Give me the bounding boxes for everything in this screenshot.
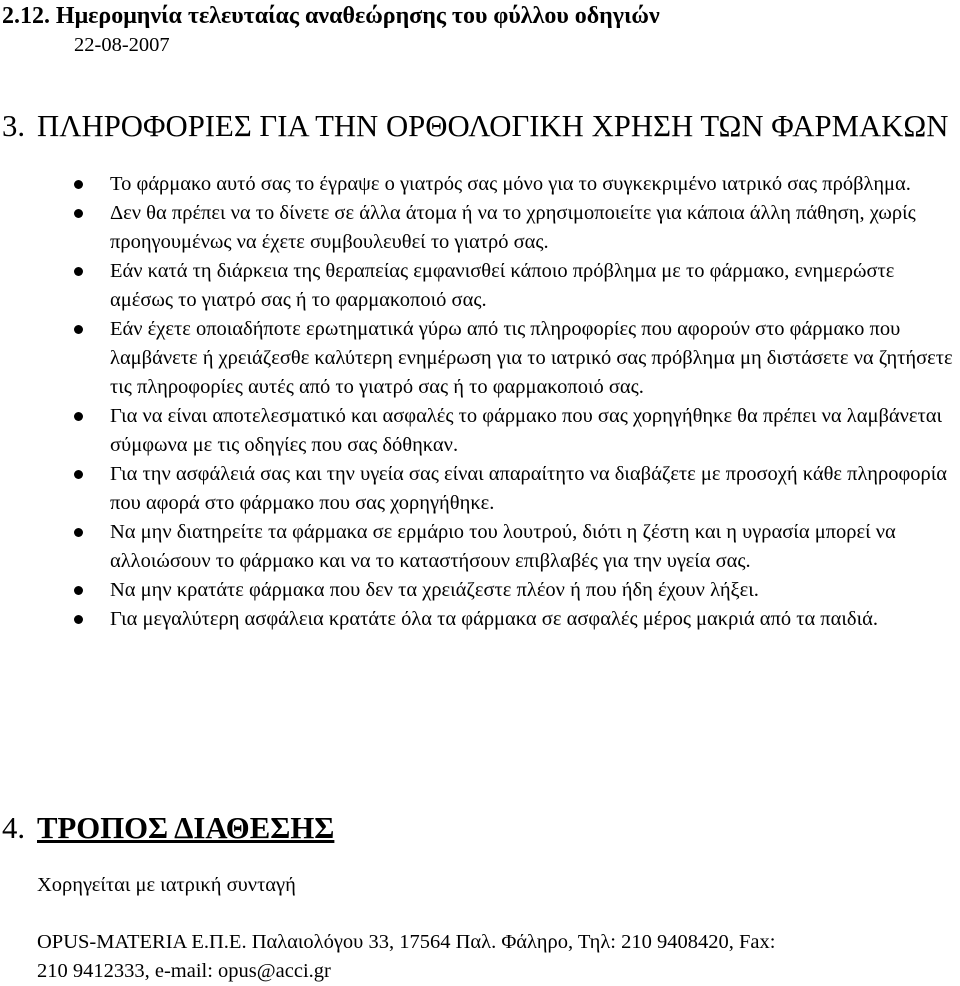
bullet-icon xyxy=(74,267,83,276)
section-heading-rational-use xyxy=(2,109,949,143)
list-item xyxy=(0,518,955,576)
rational-use-bullet-list xyxy=(0,170,960,634)
prescription-status: Χορηγείται με ιατρική συνταγή xyxy=(37,874,296,896)
revision-date: 22-08-2007 xyxy=(74,34,170,56)
list-item xyxy=(0,170,955,199)
list-item-text: Να μην διατηρείτε τα φάρμακα σε ερμάριο του λουτρού, διότι η ζέστη και η υγρασία μπορεί να αλλοιώσουν το φάρμακο και να το καταστήσουν επιβλαβές για την υγεία σας. xyxy=(110,521,896,572)
list-item-text: Για να είναι αποτελεσματικό και ασφαλές το φάρμακο που σας χορηγήθηκε θα πρέπει να λαμβάνεται σύμφωνα με τις οδηγίες που σας δόθηκαν. xyxy=(110,405,942,456)
list-item-text: Για την ασφάλειά σας και την υγεία σας είναι απαραίτητο να διαβάζετε με προσοχή κάθε πληροφορία που αφορά στο φάρμακο που σας χορηγήθηκε. xyxy=(110,463,948,514)
bullet-icon xyxy=(74,180,83,189)
company-contact-line-2: 210 9412333, e-mail: opus@acci.gr xyxy=(37,960,331,982)
section-title: ΤΡΟΠΟΣ ΔΙΑΘΕΣΗΣ xyxy=(37,811,335,845)
section-number: 3. xyxy=(2,109,26,143)
list-item-text: Εάν έχετε οποιαδήποτε ερωτηματικά γύρω από τις πληροφορίες που αφορούν στο φάρμακο που λαμβάνετε ή χρειάζεσθε καλύτερη ενημέρωση για το ιατρικό σας πρόβλημα μη διστάσετε να ζητήσετε τις πληροφορίες αυτές από το γιατρό σας ή το φαρμακοποιό σας. xyxy=(110,318,953,398)
list-item xyxy=(0,576,955,605)
company-contact xyxy=(37,928,957,986)
bullet-icon xyxy=(74,586,83,595)
list-item-text: Εάν κατά τη διάρκεια της θεραπείας εμφανισθεί κάποιο πρόβλημα με το φάρμακο, ενημερώστε αμέσως το γιατρό σας ή το φαρμακοποιό σας. xyxy=(110,260,895,311)
list-item-text: Να μην κρατάτε φάρμακα που δεν τα χρειάζεστε πλέον ή που ήδη έχουν λήξει. xyxy=(110,579,759,601)
list-item-text: Για μεγαλύτερη ασφάλεια κρατάτε όλα τα φάρμακα σε ασφαλές μέρος μακριά από τα παιδιά. xyxy=(110,608,878,630)
bullet-icon xyxy=(74,209,83,218)
bullet-icon xyxy=(74,470,83,479)
list-item xyxy=(0,460,955,518)
list-item xyxy=(0,257,955,315)
list-item xyxy=(0,605,955,634)
bullet-icon xyxy=(74,325,83,334)
section-number: 4. xyxy=(2,811,26,845)
bullet-icon xyxy=(74,615,83,624)
list-item-text: Δεν θα πρέπει να το δίνετε σε άλλα άτομα ή να το χρησιμοποιείτε για κάποια άλλη πάθηση, χωρίς προηγουμένως να έχετε συμβουλευθεί το γιατρό σας. xyxy=(110,202,916,253)
section-heading-revision-date: 2.12. Ημερομηνία τελευταίας αναθεώρησης του φύλλου οδηγιών xyxy=(2,3,660,29)
list-item xyxy=(0,315,955,402)
list-item xyxy=(0,402,955,460)
bullet-icon xyxy=(74,528,83,537)
list-item-text: Το φάρμακο αυτό σας το έγραψε ο γιατρός σας μόνο για το συγκεκριμένο ιατρικό σας πρόβλημα. xyxy=(110,173,911,195)
list-item xyxy=(0,199,955,257)
bullet-icon xyxy=(74,412,83,421)
section-heading-disposal xyxy=(2,811,335,845)
company-contact-line-1: OPUS-MATERIA Ε.Π.Ε. Παλαιολόγου 33, 17564 Παλ. Φάληρο, Τηλ: 210 9408420, Fax: xyxy=(37,931,776,953)
section-title: ΠΛΗΡΟΦΟΡΙΕΣ ΓΙΑ ΤΗΝ ΟΡΘΟΛΟΓΙΚΗ ΧΡΗΣΗ ΤΩΝ ΦΑΡΜΑΚΩΝ xyxy=(37,109,949,143)
